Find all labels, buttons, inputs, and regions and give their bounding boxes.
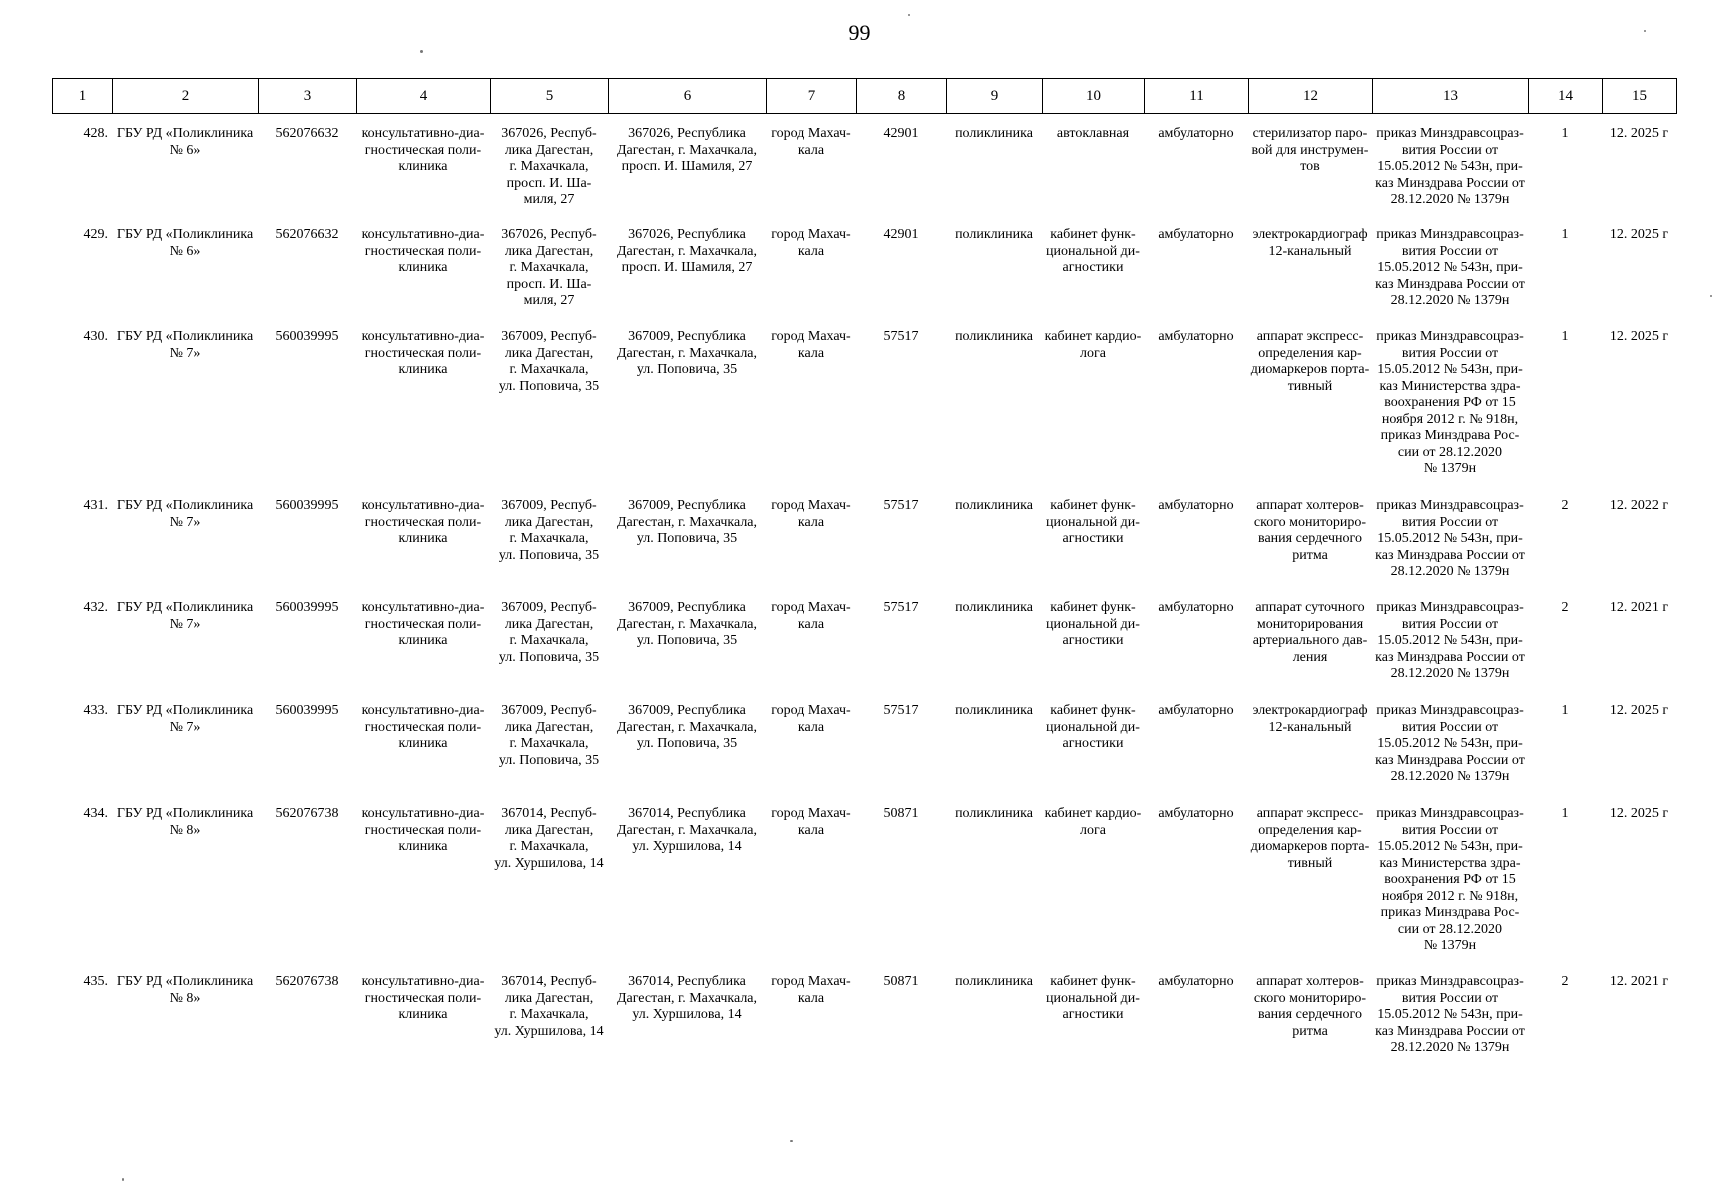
cell-col-4: консультативно-диа- гностическая поли- клиника	[361, 329, 485, 377]
column-header-row	[53, 79, 1677, 114]
cell-col-8: 42901	[883, 227, 919, 242]
scan-speck	[1644, 30, 1646, 32]
cell-col-2: ГБУ РД «Поликлиника № 7»	[116, 703, 254, 735]
cell-col-9: поликлиника	[955, 600, 1033, 615]
cell-col-8: 50871	[883, 806, 919, 821]
column-header-2: 2	[113, 79, 259, 114]
cell-col-14: 2	[1561, 498, 1569, 513]
cell-col-4: консультативно-диа- гностическая поли- клиника	[361, 126, 485, 174]
cell-col-14: 2	[1561, 974, 1569, 989]
column-header-14: 14	[1529, 79, 1603, 114]
cell-col-6: 367009, Республика Дагестан, г. Махачкала, ул. Поповича, 35	[616, 600, 758, 648]
cell-col-2: ГБУ РД «Поликлиника № 6»	[116, 227, 254, 259]
cell-col-4: консультативно-диа- гностическая поли- клиника	[361, 703, 485, 751]
scan-speck	[908, 14, 910, 16]
cell-col-14: 1	[1561, 126, 1569, 141]
cell-col-3: 560039995	[275, 329, 339, 344]
cell-col-1: 428.	[83, 126, 108, 141]
table-row	[52, 124, 1676, 225]
cell-col-4: консультативно-диа- гностическая поли- клиника	[361, 806, 485, 854]
cell-col-8: 50871	[883, 974, 919, 989]
cell-col-12: аппарат экспресс- определения кар- диомаркеров порта- тивный	[1250, 806, 1370, 871]
cell-col-4: консультативно-диа- гностическая поли- клиника	[361, 600, 485, 648]
cell-col-1: 431.	[83, 498, 108, 513]
cell-col-13: приказ Минздравсоцраз- вития России от 15.05.2012 № 543н, при- каз Министерства здра- воохранения РФ от 15 ноября 2012 г. № 918н, приказ Минздрава Рос- сии от 28.12.2020 № 1379н	[1376, 806, 1524, 953]
cell-col-13: приказ Минздравсоцраз- вития России от 15.05.2012 № 543н, при- каз Минздрава России от 28.12.2020 № 1379н	[1375, 974, 1525, 1055]
cell-col-5: 367026, Респуб- лика Дагестан, г. Махачкала, просп. И. Ша- миля, 27	[501, 227, 597, 308]
cell-col-10: кабинет кардио- лога	[1044, 806, 1142, 838]
column-header-5: 5	[491, 79, 609, 114]
cell-col-3: 560039995	[275, 600, 339, 615]
cell-col-9: поликлиника	[955, 227, 1033, 242]
cell-col-2: ГБУ РД «Поликлиника № 6»	[116, 126, 254, 158]
table-row	[52, 804, 1676, 972]
cell-col-4: консультативно-диа- гностическая поли- клиника	[361, 974, 485, 1022]
cell-col-12: аппарат суточного мониторирования артериального дав- ления	[1252, 600, 1368, 665]
cell-col-12: электрокардиограф 12-канальный	[1252, 227, 1368, 259]
column-header-13: 13	[1373, 79, 1529, 114]
cell-col-11: амбулаторно	[1158, 329, 1234, 344]
cell-col-3: 560039995	[275, 498, 339, 513]
registry-table-body	[52, 124, 1676, 1102]
cell-col-13: приказ Минздравсоцраз- вития России от 15.05.2012 № 543н, при- каз Минздрава России от 28.12.2020 № 1379н	[1375, 126, 1525, 207]
column-header-7: 7	[767, 79, 857, 114]
cell-col-6: 367014, Республика Дагестан, г. Махачкала, ул. Хуршилова, 14	[616, 974, 758, 1022]
cell-col-6: 367009, Республика Дагестан, г. Махачкала, ул. Поповича, 35	[616, 498, 758, 546]
table-row	[52, 225, 1676, 327]
scan-speck	[122, 1178, 124, 1181]
cell-col-15: 12. 2021 г	[1609, 600, 1669, 615]
cell-col-5: 367009, Респуб- лика Дагестан, г. Махачкала, ул. Поповича, 35	[498, 703, 600, 768]
cell-col-7: город Махач- кала	[771, 600, 851, 632]
cell-col-1: 429.	[83, 227, 108, 242]
cell-col-12: электрокардиограф 12-канальный	[1252, 703, 1368, 735]
cell-col-5: 367009, Респуб- лика Дагестан, г. Махачкала, ул. Поповича, 35	[498, 498, 600, 563]
scan-speck	[1710, 295, 1712, 297]
column-header-8: 8	[857, 79, 947, 114]
registry-table	[52, 124, 1676, 1102]
column-header-10: 10	[1043, 79, 1145, 114]
column-header-15: 15	[1603, 79, 1677, 114]
column-header-3: 3	[259, 79, 357, 114]
cell-col-2: ГБУ РД «Поликлиника № 8»	[116, 806, 254, 838]
cell-col-15: 12. 2025 г	[1609, 126, 1669, 141]
cell-col-7: город Махач- кала	[771, 329, 851, 361]
cell-col-8: 57517	[883, 498, 919, 513]
table-row	[52, 598, 1676, 701]
table-row	[52, 701, 1676, 804]
cell-col-3: 562076632	[275, 126, 339, 141]
cell-col-12: аппарат экспресс- определения кар- диомаркеров порта- тивный	[1250, 329, 1370, 394]
cell-col-2: ГБУ РД «Поликлиника № 7»	[116, 600, 254, 632]
cell-col-1: 430.	[83, 329, 108, 344]
cell-col-10: кабинет функ- циональной ди- агностики	[1046, 600, 1140, 648]
column-header-12: 12	[1249, 79, 1373, 114]
cell-col-8: 57517	[883, 703, 919, 718]
cell-col-14: 1	[1561, 227, 1569, 242]
cell-col-1: 434.	[83, 806, 108, 821]
cell-col-9: поликлиника	[955, 703, 1033, 718]
cell-col-9: поликлиника	[955, 498, 1033, 513]
cell-col-13: приказ Минздравсоцраз- вития России от 15.05.2012 № 543н, при- каз Минздрава России от 28.12.2020 № 1379н	[1375, 498, 1525, 579]
cell-col-10: кабинет кардио- лога	[1044, 329, 1142, 361]
cell-col-9: поликлиника	[955, 806, 1033, 821]
cell-col-12: стерилизатор паро- вой для инструмен- тов	[1251, 126, 1369, 174]
cell-col-1: 435.	[83, 974, 108, 989]
cell-col-5: 367026, Респуб- лика Дагестан, г. Махачкала, просп. И. Ша- миля, 27	[501, 126, 597, 207]
cell-col-3: 562076738	[275, 806, 339, 821]
cell-col-13: приказ Минздравсоцраз- вития России от 15.05.2012 № 543н, при- каз Министерства здра- воохранения РФ от 15 ноября 2012 г. № 918н, приказ Минздрава Рос- сии от 28.12.2020 № 1379н	[1376, 329, 1524, 476]
cell-col-10: кабинет функ- циональной ди- агностики	[1046, 703, 1140, 751]
cell-col-7: город Махач- кала	[771, 227, 851, 259]
cell-col-15: 12. 2021 г	[1609, 974, 1669, 989]
cell-col-6: 367014, Республика Дагестан, г. Махачкала, ул. Хуршилова, 14	[616, 806, 758, 854]
cell-col-11: амбулаторно	[1158, 498, 1234, 513]
column-header-1: 1	[53, 79, 113, 114]
cell-col-5: 367009, Респуб- лика Дагестан, г. Махачкала, ул. Поповича, 35	[498, 329, 600, 394]
column-header-6: 6	[609, 79, 767, 114]
cell-col-1: 432.	[83, 600, 108, 615]
cell-col-5: 367014, Респуб- лика Дагестан, г. Махачкала, ул. Хуршилова, 14	[494, 806, 604, 871]
cell-col-5: 367009, Респуб- лика Дагестан, г. Махачкала, ул. Поповича, 35	[498, 600, 600, 665]
cell-col-2: ГБУ РД «Поликлиника № 7»	[116, 329, 254, 361]
cell-col-12: аппарат холтеров- ского мониториро- вания сердечного ритма	[1253, 498, 1367, 563]
cell-col-6: 367026, Республика Дагестан, г. Махачкала, просп. И. Шамиля, 27	[616, 227, 758, 275]
cell-col-4: консультативно-диа- гностическая поли- клиника	[361, 498, 485, 546]
cell-col-7: город Махач- кала	[771, 126, 851, 158]
cell-col-10: автоклавная	[1056, 126, 1130, 141]
table-row	[52, 972, 1676, 1102]
cell-col-7: город Махач- кала	[771, 498, 851, 530]
cell-col-7: город Махач- кала	[771, 974, 851, 1006]
cell-col-9: поликлиника	[955, 329, 1033, 344]
cell-col-5: 367014, Респуб- лика Дагестан, г. Махачкала, ул. Хуршилова, 14	[494, 974, 604, 1039]
cell-col-10: кабинет функ- циональной ди- агностики	[1046, 974, 1140, 1022]
cell-col-11: амбулаторно	[1158, 227, 1234, 242]
column-header-table	[52, 78, 1677, 114]
cell-col-14: 1	[1561, 329, 1569, 344]
cell-col-14: 1	[1561, 806, 1569, 821]
column-header-4: 4	[357, 79, 491, 114]
table-row	[52, 327, 1676, 496]
cell-col-11: амбулаторно	[1158, 600, 1234, 615]
cell-col-13: приказ Минздравсоцраз- вития России от 15.05.2012 № 543н, при- каз Минздрава России от 28.12.2020 № 1379н	[1375, 227, 1525, 308]
cell-col-9: поликлиника	[955, 126, 1033, 141]
cell-col-11: амбулаторно	[1158, 806, 1234, 821]
cell-col-10: кабинет функ- циональной ди- агностики	[1046, 498, 1140, 546]
column-header-9: 9	[947, 79, 1043, 114]
cell-col-15: 12. 2025 г	[1609, 703, 1669, 718]
column-header-11: 11	[1145, 79, 1249, 114]
cell-col-11: амбулаторно	[1158, 126, 1234, 141]
cell-col-15: 12. 2025 г	[1609, 329, 1669, 344]
cell-col-4: консультативно-диа- гностическая поли- клиника	[361, 227, 485, 275]
table-row	[52, 496, 1676, 598]
cell-col-9: поликлиника	[955, 974, 1033, 989]
page-number: 99	[848, 20, 871, 45]
cell-col-1: 433.	[83, 703, 108, 718]
cell-col-15: 12. 2022 г	[1609, 498, 1669, 513]
cell-col-6: 367026, Республика Дагестан, г. Махачкала, просп. И. Шамиля, 27	[616, 126, 758, 174]
cell-col-8: 57517	[883, 600, 919, 615]
cell-col-12: аппарат холтеров- ского мониториро- вания сердечного ритма	[1253, 974, 1367, 1039]
cell-col-8: 42901	[883, 126, 919, 141]
cell-col-2: ГБУ РД «Поликлиника № 8»	[116, 974, 254, 1006]
cell-col-14: 1	[1561, 703, 1569, 718]
cell-col-15: 12. 2025 г	[1609, 806, 1669, 821]
scan-speck	[790, 1140, 793, 1142]
cell-col-6: 367009, Республика Дагестан, г. Махачкала, ул. Поповича, 35	[616, 329, 758, 377]
cell-col-14: 2	[1561, 600, 1569, 615]
cell-col-11: амбулаторно	[1158, 703, 1234, 718]
cell-col-13: приказ Минздравсоцраз- вития России от 15.05.2012 № 543н, при- каз Минздрава России от 28.12.2020 № 1379н	[1375, 600, 1525, 681]
cell-col-3: 560039995	[275, 703, 339, 718]
cell-col-3: 562076632	[275, 227, 339, 242]
cell-col-7: город Махач- кала	[771, 703, 851, 735]
cell-col-6: 367009, Республика Дагестан, г. Махачкала, ул. Поповича, 35	[616, 703, 758, 751]
cell-col-8: 57517	[883, 329, 919, 344]
cell-col-13: приказ Минздравсоцраз- вития России от 15.05.2012 № 543н, при- каз Минздрава России от 28.12.2020 № 1379н	[1375, 703, 1525, 784]
cell-col-15: 12. 2025 г	[1609, 227, 1669, 242]
cell-col-10: кабинет функ- циональной ди- агностики	[1046, 227, 1140, 275]
cell-col-2: ГБУ РД «Поликлиника № 7»	[116, 498, 254, 530]
cell-col-11: амбулаторно	[1158, 974, 1234, 989]
cell-col-3: 562076738	[275, 974, 339, 989]
scan-speck	[420, 50, 423, 53]
cell-col-7: город Махач- кала	[771, 806, 851, 838]
